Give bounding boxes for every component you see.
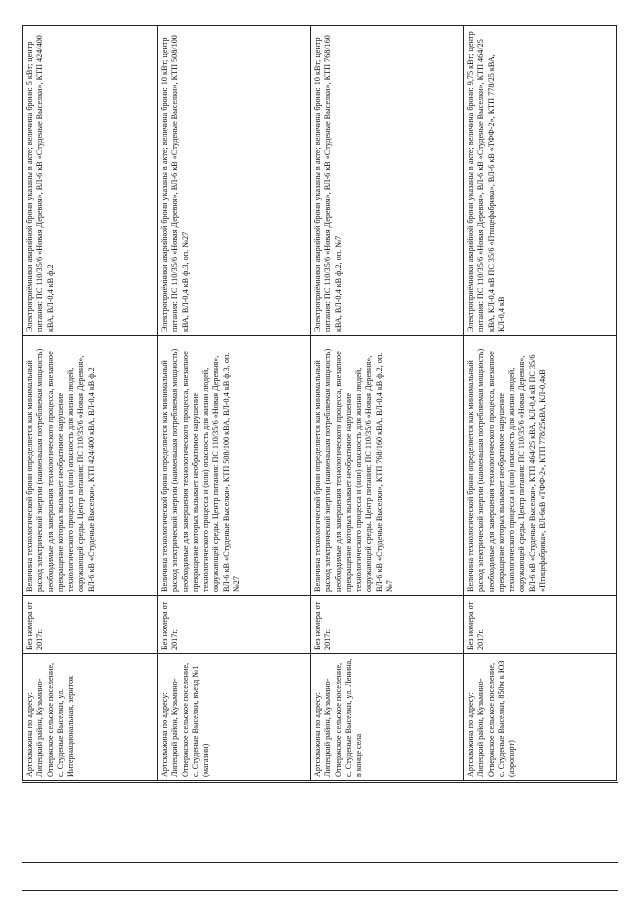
footer-rule	[22, 890, 618, 891]
table-row	[23, 26, 158, 781]
act-number-cell: Без номера от 2017г.	[463, 596, 616, 654]
address-cell: Артскважина по адресу: Липецкий район, Кузьмино-Отвержское сельское поселение, с. Студеные Выселки, 850м к ЮЗ (аэропорт)	[463, 654, 616, 781]
act-number-cell: Без номера от 2017г.	[157, 596, 310, 654]
tech-reserve-cell: Величина технологической брони определяется как минимальный расход электрической энергии (наименьшая потребляемая мощность) необходимые для завершения технологического процесса, внезапное прекращение которых вызывает необратимое нарушение технологического процесса и (или) опасность для жизни людей, окружающей среды. Центр питания: ПС 110/35/6 «Новая Деревня», ВЛ-6 кВ «Студеные Выселки», КТП 424/400 кВА, ВЛ-0,4 кВ ф.2	[23, 336, 158, 596]
address-cell: Артскважина по адресу: Липецкий район, Кузьмино-Отвержское сельское поселение, с. Студеные Выселки, ул. Интернациональная, зернток	[23, 654, 158, 781]
address-cell: Артскважина по адресу: Липецкий район, Кузьмино-Отвержское сельское поселение, с. Студеные Выселки, въезд №1 (магазин)	[157, 654, 310, 781]
act-number-cell: Без номера от 2017г.	[310, 596, 463, 654]
address-cell: Артскважина по адресу: Липецкий район, Кузьмино-Отвержское сельское поселение, с. Студеные Выселки, ул. Ленина, в конце села	[310, 654, 463, 781]
table-row	[157, 26, 310, 781]
table-row	[463, 26, 616, 781]
tech-reserve-cell: Величина технологической брони определяется как минимальный расход электрической энергии (наименьшая потребляемая мощность) необходимые для завершения технологического процесса, внезапное прекращение которых вызывает необратимое нарушение технологического процесса и (или) опасность для жизни людей, окружающей среды. Центр питания: ПС 110/35/6 «Новая Деревня», ВЛ-6 кВ «Студеные Выселки», КТП 508/100 кВА, ВЛ-0,4 кВ ф.3, оп. №27	[157, 336, 310, 596]
emergency-reserve-cell: Электроприёмники аварийной брони указаны в акте; величина брони: 10 кВт; центр питания: ПС 110/35/6 «Новая Деревня», ВЛ-6 кВ «Студеные Выселки», КТП 768/160 кВА, ВЛ-0,4 кВ ф.2, оп. №7	[310, 26, 463, 336]
backup-power-table	[22, 25, 617, 781]
emergency-reserve-cell: Электроприёмники аварийной брони указаны в акте; величина брони: 5 кВт; центр питания: ПС 110/35/6 «Новая Деревня», ВЛ-6 кВ «Студеные Выселки», КТП 424/400 кВА, ВЛ-0,4 кВ ф.2	[23, 26, 158, 336]
emergency-reserve-cell: Электроприёмники аварийной брони указаны в акте; величина брони: 9,75 кВт; центр питания: ПС 110/35/6 «Новая Деревня», ВЛ-6 кВ «Студеные Выселки», КТП 464/25 кВА, КЛ-0,4 кВ ПС 35/6 «Птицефабрика», ВЛ-6 кВ «ТФФ-2», КТП 778/25 кВА, КЛ-0,4 кВ	[463, 26, 616, 336]
table-row	[310, 26, 463, 781]
emergency-reserve-cell: Электроприёмники аварийной брони указаны в акте; величина брони: 10 кВт; центр питания: ПС 110/35/6 «Новая Деревня», ВЛ-6 кВ «Студеные Выселки», КТП 508/100 кВА, ВЛ-0,4 кВ ф.3, оп. №27	[157, 26, 310, 336]
footer-rule	[22, 782, 618, 783]
footer-rule	[22, 862, 618, 863]
tech-reserve-cell: Величина технологической брони определяется как минимальный расход электрической энергии (наименьшая потребляемая мощность) необходимые для завершения технологического процесса, внезапное прекращение которых вызывает необратимое нарушение технологического процесса и (или) опасность для жизни людей, окружающей среды. Центр питания: ПС 110/35/6 «Новая Деревня», ВЛ-6 кВ «Студеные Выселки», КТП 768/160 кВА, ВЛ-0,4 кВ ф.2, оп. №7	[310, 336, 463, 596]
act-number-cell: Без номера от 2017г.	[23, 596, 158, 654]
rotated-table-page	[22, 26, 617, 781]
tech-reserve-cell: Величина технологической брони определяется как минимальный расход электрической энергии (наименьшая потребляемая мощность) необходимые для завершения технологического процесса, внезапное прекращение которых вызывает необратимое нарушение технологического процесса и (или) опасность для жизни людей, окружающей среды. Центр питания: ПС 110/35/6 «Новая Деревня», ВЛ-6 кВ «Студеные Выселки», КТП 464/25 кВА, КЛ-0,4 кВ ПС 35/6 «Птицефабрика», ВЛ-6кВ «ТФФ-2», КТП 778/25кВА, КЛ-0,4кВ	[463, 336, 616, 596]
